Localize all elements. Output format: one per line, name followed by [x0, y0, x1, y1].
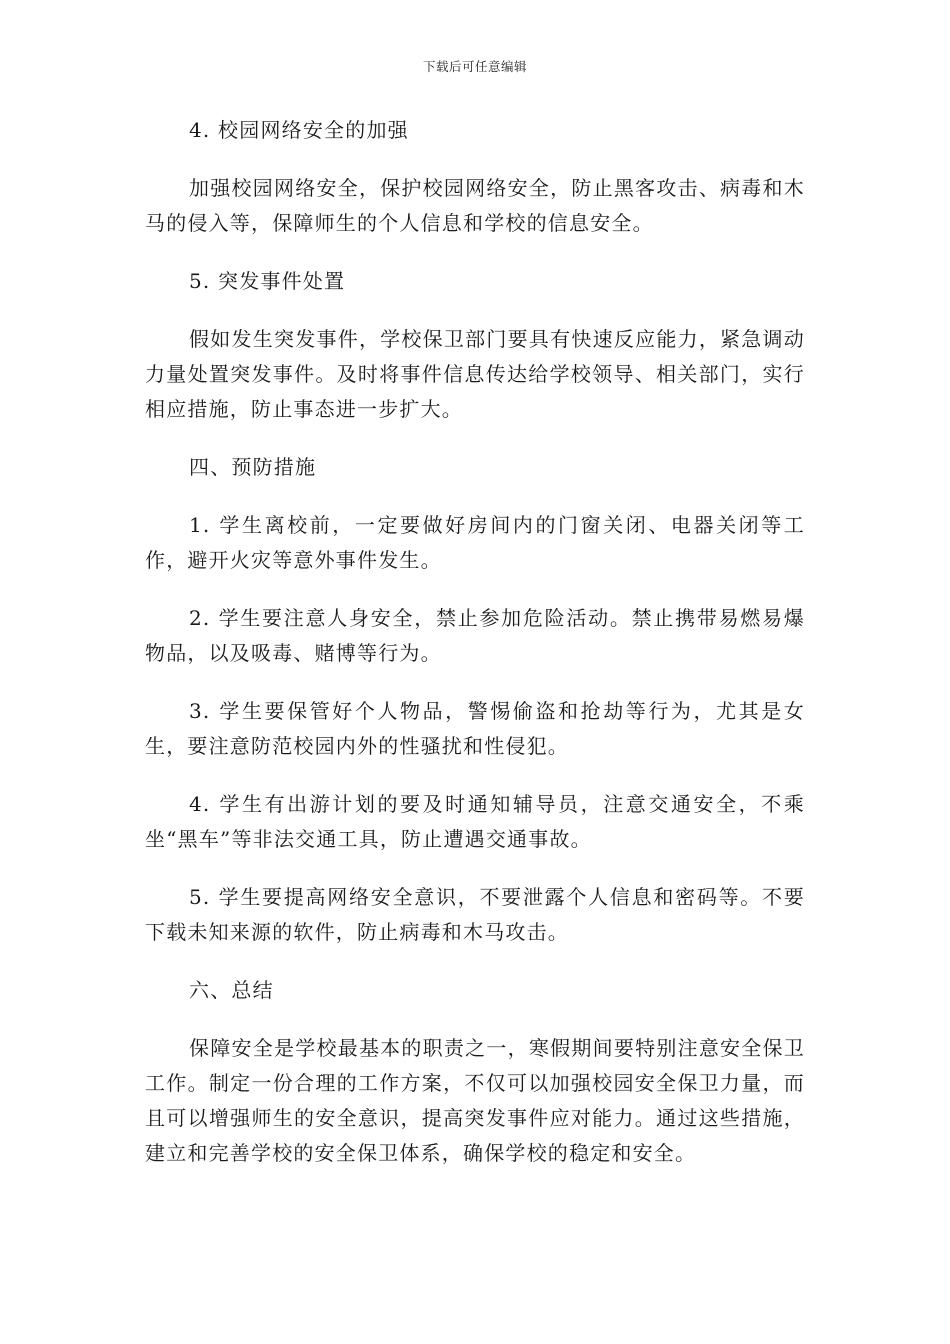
prevention-item-2: 2. 学生要注意人身安全，禁止参加危险活动。禁止携带易燃易爆物品，以及吸毒、赌博等行为。: [145, 606, 805, 665]
section-heading-network-security: 4. 校园网络安全的加强: [189, 118, 409, 142]
paragraph-emergency: 假如发生突发事件，学校保卫部门要具有快速反应能力，紧急调动力量处置突发事件。及时将事件信息传达给学校领导、相关部门，实行相应措施，防止事态进一步扩大。: [145, 327, 805, 421]
prevention-item-3: 3. 学生要保管好个人物品，警惕偷盗和抢劫等行为，尤其是女生，要注意防范校园内外的性骚扰和性侵犯。: [145, 699, 805, 758]
section-heading-prevention: 四、预防措施: [189, 455, 317, 479]
section-heading-emergency: 5. 突发事件处置: [189, 269, 346, 293]
document-body: [145, 113, 805, 1194]
page-header: 下载后可任意编辑: [422, 59, 527, 74]
paragraph-summary: 保障安全是学校最基本的职责之一，寒假期间要特别注意安全保卫工作。制定一份合理的工作方案，不仅可以加强校园安全保卫力量，而且可以增强师生的安全意识，提高突发事件应对能力。通过这些措施，建立和完善学校的安全保卫体系，确保学校的稳定和安全。: [145, 1036, 805, 1165]
prevention-item-5: 5. 学生要提高网络安全意识，不要泄露个人信息和密码等。不要下载未知来源的软件，防止病毒和木马攻击。: [145, 885, 805, 944]
paragraph-network-security: 加强校园网络安全，保护校园网络安全，防止黑客攻击、病毒和木马的侵入等，保障师生的个人信息和学校的信息安全。: [145, 176, 805, 235]
prevention-item-4: 4. 学生有出游计划的要及时通知辅导员，注意交通安全，不乘坐“黑车”等非法交通工具，防止遭遇交通事故。: [145, 792, 805, 851]
section-heading-summary: 六、总结: [189, 978, 274, 1002]
prevention-item-1: 1. 学生离校前，一定要做好房间内的门窗关闭、电器关闭等工作，避开火灾等意外事件发生。: [145, 513, 805, 572]
